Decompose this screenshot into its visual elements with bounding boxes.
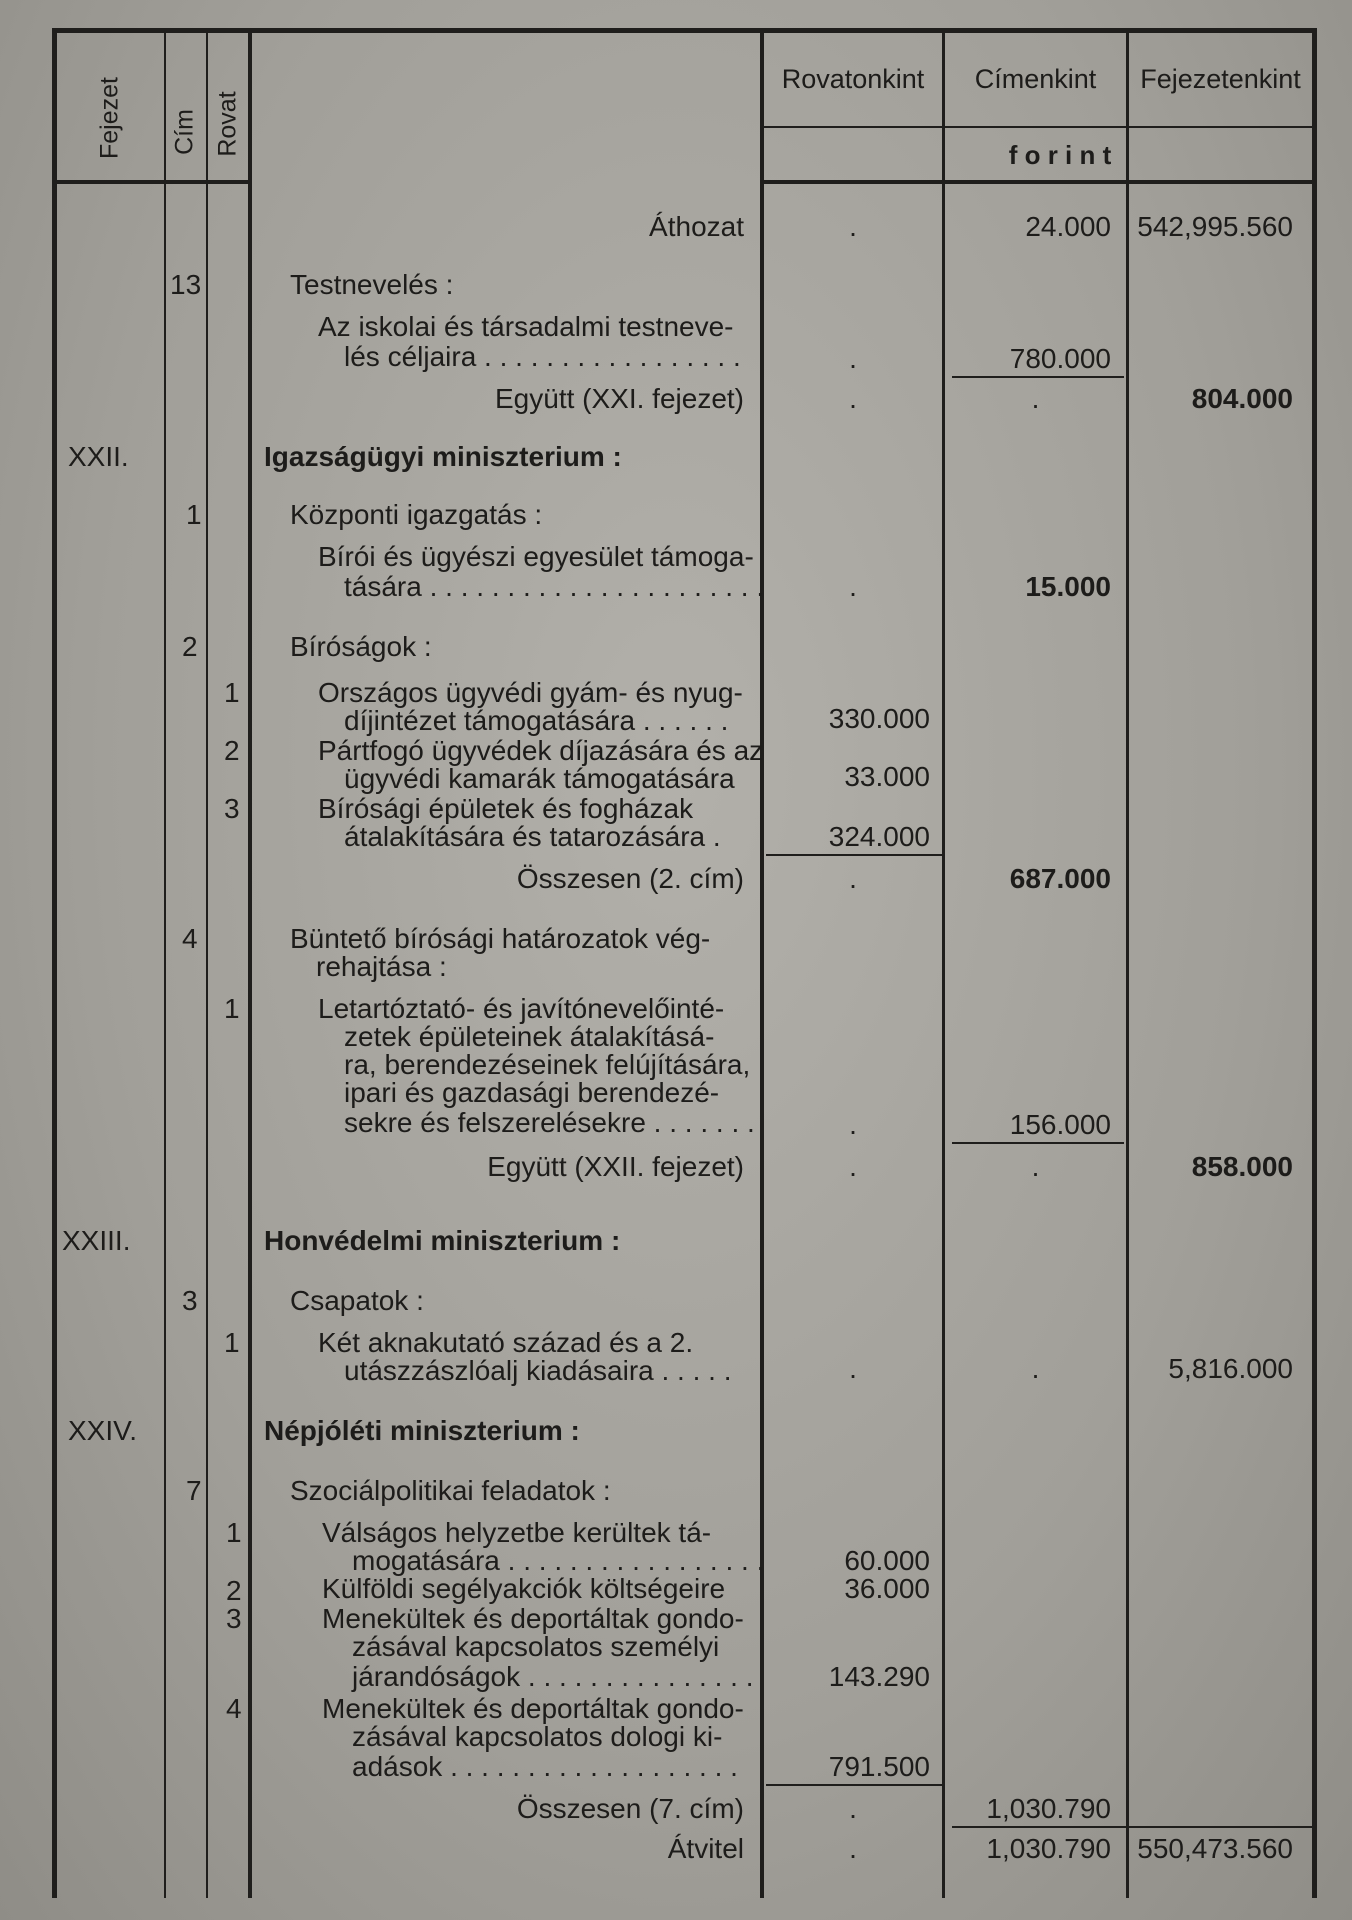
rule-birosagi [766,854,944,856]
xxiii-fejezet: XXIII. [62,1225,131,1256]
col-divider-text [760,30,764,1898]
valsagos-line1: Válságos helyzetbe kerültek tá- [322,1517,712,1548]
header-cimenkint: Címenkint [974,64,1097,94]
letartoztato-line-2: ra, berendezéseinek felújítására, [344,1049,751,1080]
menek1-line-0: Menekültek és deportáltak gondo- [322,1603,744,1634]
placeholder-dot: . [849,1353,857,1384]
placeholder-dot: . [849,1109,857,1140]
birosagi-line2: átalakítására és tatarozására . [344,821,721,852]
ket-fejezetenkint: 5,816.000 [1168,1353,1293,1384]
bunteto-cim: 4 [182,923,198,954]
xxii-fejezet: XXII. [68,441,129,472]
egyutt21-fejezetenkint: 804.000 [1191,383,1293,414]
birosagi-rovatonkint: 324.000 [828,821,930,852]
xxiii-label: Honvédelmi miniszterium : [264,1225,621,1256]
header-rovat: Rovat [213,91,242,157]
ket-rovat: 1 [224,1327,240,1358]
atvitel-cimenkint: 1,030.790 [986,1833,1111,1864]
xxiv-label: Népjóléti miniszterium : [264,1415,580,1446]
placeholder-dot: . [849,383,857,414]
partfogo-line2: ügyvédi kamarák támogatására [344,763,735,794]
iskolai-line1: Az iskolai és társadalmi testneve- [318,311,734,342]
placeholder-dot: . [849,343,857,374]
menek2-line-2: adások . . . . . . . . . . . . . . . . . . . [352,1751,738,1782]
egyutt22-fejezetenkint: 858.000 [1191,1151,1293,1182]
placeholder-dot: . [849,1833,857,1864]
xxiv-fejezet: XXIV. [68,1415,138,1446]
rule-iskolai [952,376,1124,378]
partfogo-rovat: 2 [224,735,240,766]
col-divider-cimenkint [1126,30,1129,1898]
osszesen2-label: Összesen (2. cím) [516,863,744,894]
kulfoldi-rovat: 2 [226,1575,242,1606]
kulfoldi-label: Külföldi segélyakciók költségeire [322,1573,726,1604]
partfogo-line1: Pártfogó ügyvédek díjazására és az [318,735,764,766]
letartoztato-line-1: zetek épületeinek átalakításá- [344,1021,715,1052]
placeholder-dot: . [849,1151,857,1182]
testneveles-cim: 13 [170,269,202,300]
kozponti-cim: 1 [186,499,202,530]
kulfoldi-rovatonkint: 36.000 [844,1573,930,1604]
biroi-line1: Bírói és ügyészi egyesület támoga- [318,541,754,572]
col-divider-fejezet [164,30,166,1898]
menek1-line-2: járandóságok . . . . . . . . . . . . . . . [352,1661,754,1692]
letartoztato-cimenkint: 156.000 [1009,1109,1111,1140]
orszagos-rovatonkint: 330.000 [828,703,930,734]
placeholder-dot: . [849,211,857,242]
frame-left [52,28,57,1898]
testneveles-label: Testnevelés : [290,269,454,300]
placeholder-dot: . [1031,1151,1040,1182]
athozat-cimenkint: 24.000 [1025,211,1111,242]
col-divider-rovat [248,30,252,1898]
menek2-line-0: Menekültek és deportáltak gondo- [322,1693,744,1724]
menek2-rovatonkint: 791.500 [828,1751,930,1782]
egyutt21-label: Együtt (XXI. fejezet) [495,383,744,414]
birosagok-label: Bíróságok : [290,631,432,662]
header-mid-rule [764,126,1314,128]
frame-right [1312,28,1317,1898]
csapatok-cim: 3 [182,1285,198,1316]
header-rovatonkint: Rovatonkint [781,64,925,94]
birosagok-cim: 2 [182,631,198,662]
placeholder-dot: . [1031,1353,1040,1384]
iskolai-line2: lés céljaira . . . . . . . . . . . . . . . . . [344,341,741,372]
szocial-cim: 7 [186,1475,202,1506]
kozponti-label: Központi igazgatás : [290,499,543,530]
birosagi-line1: Bírósági épületek és fogházak [318,793,694,824]
letartoztato-rovat: 1 [224,993,240,1024]
header-bottom-right [764,180,1314,184]
header-bottom-left [56,180,250,184]
valsagos-line2: mogatására . . . . . . . . . . . . . . . . . [352,1545,765,1576]
placeholder-dot: . [849,863,857,894]
csapatok-label: Csapatok : [290,1285,424,1316]
athozat-label: Áthozat [649,211,744,242]
col-divider-cim [206,30,208,1898]
athozat-fejezetenkint: 542,995.560 [1137,211,1293,242]
rule-osszesen7 [952,1826,1312,1828]
osszesen7-label: Összesen (7. cím) [516,1793,744,1824]
placeholder-dot: . [1031,383,1040,414]
xxii-label: Igazságügyi miniszterium : [264,441,622,472]
col-divider-rovatonkint [942,30,945,1898]
atvitel-fejezetenkint: 550,473.560 [1137,1833,1293,1864]
iskolai-cimenkint: 780.000 [1009,343,1111,374]
szocial-label: Szociálpolitikai feladatok : [290,1475,611,1506]
header-unit: f o r i n t [1008,140,1112,170]
bunteto-line2: rehajtása : [316,951,447,982]
biroi-line2: tására . . . . . . . . . . . . . . . . . . . . . . [344,571,765,602]
birosagi-rovat: 3 [224,793,240,824]
menek2-rovat: 4 [226,1693,242,1724]
rule-letartoztato [952,1142,1124,1144]
partfogo-rovatonkint: 33.000 [844,761,930,792]
placeholder-dot: . [849,571,857,602]
atvitel-label: Átvitel [667,1833,744,1864]
header-cim: Cím [170,109,199,155]
valsagos-rovatonkint: 60.000 [844,1545,930,1576]
valsagos-rovat: 1 [226,1517,242,1548]
orszagos-line1: Országos ügyvédi gyám- és nyug- [318,677,743,708]
menek1-line-1: zásával kapcsolatos személyi [352,1631,720,1662]
letartoztato-line-3: ipari és gazdasági berendezé- [344,1077,720,1108]
header-fejezet: Fejezet [95,77,124,159]
egyutt22-label: Együtt (XXII. fejezet) [487,1151,744,1182]
ket-line2: utászzászlóalj kiadásaira . . . . . [344,1355,732,1386]
letartoztato-line-4: sekre és felszerelésekre . . . . . . . [344,1107,755,1138]
osszesen2-cimenkint: 687.000 [1009,863,1111,894]
menek1-rovatonkint: 143.290 [828,1661,930,1692]
bunteto-line1: Büntető bírósági határozatok vég- [290,923,711,954]
orszagos-rovat: 1 [224,677,240,708]
header-fejezetenkint: Fejezetenkint [1140,64,1301,94]
ket-line1: Két aknakutató század és a 2. [318,1327,694,1358]
menek1-rovat: 3 [226,1603,242,1634]
placeholder-dot: . [849,1793,857,1824]
rule-menek2 [766,1784,944,1786]
letartoztato-line-0: Letartóztató- és javítónevelőinté- [318,993,725,1024]
osszesen7-cimenkint: 1,030.790 [986,1793,1111,1824]
menek2-line-1: zásával kapcsolatos dologi ki- [352,1721,723,1752]
biroi-cimenkint: 15.000 [1025,571,1111,602]
orszagos-line2: díjintézet támogatására . . . . . . [344,705,729,736]
